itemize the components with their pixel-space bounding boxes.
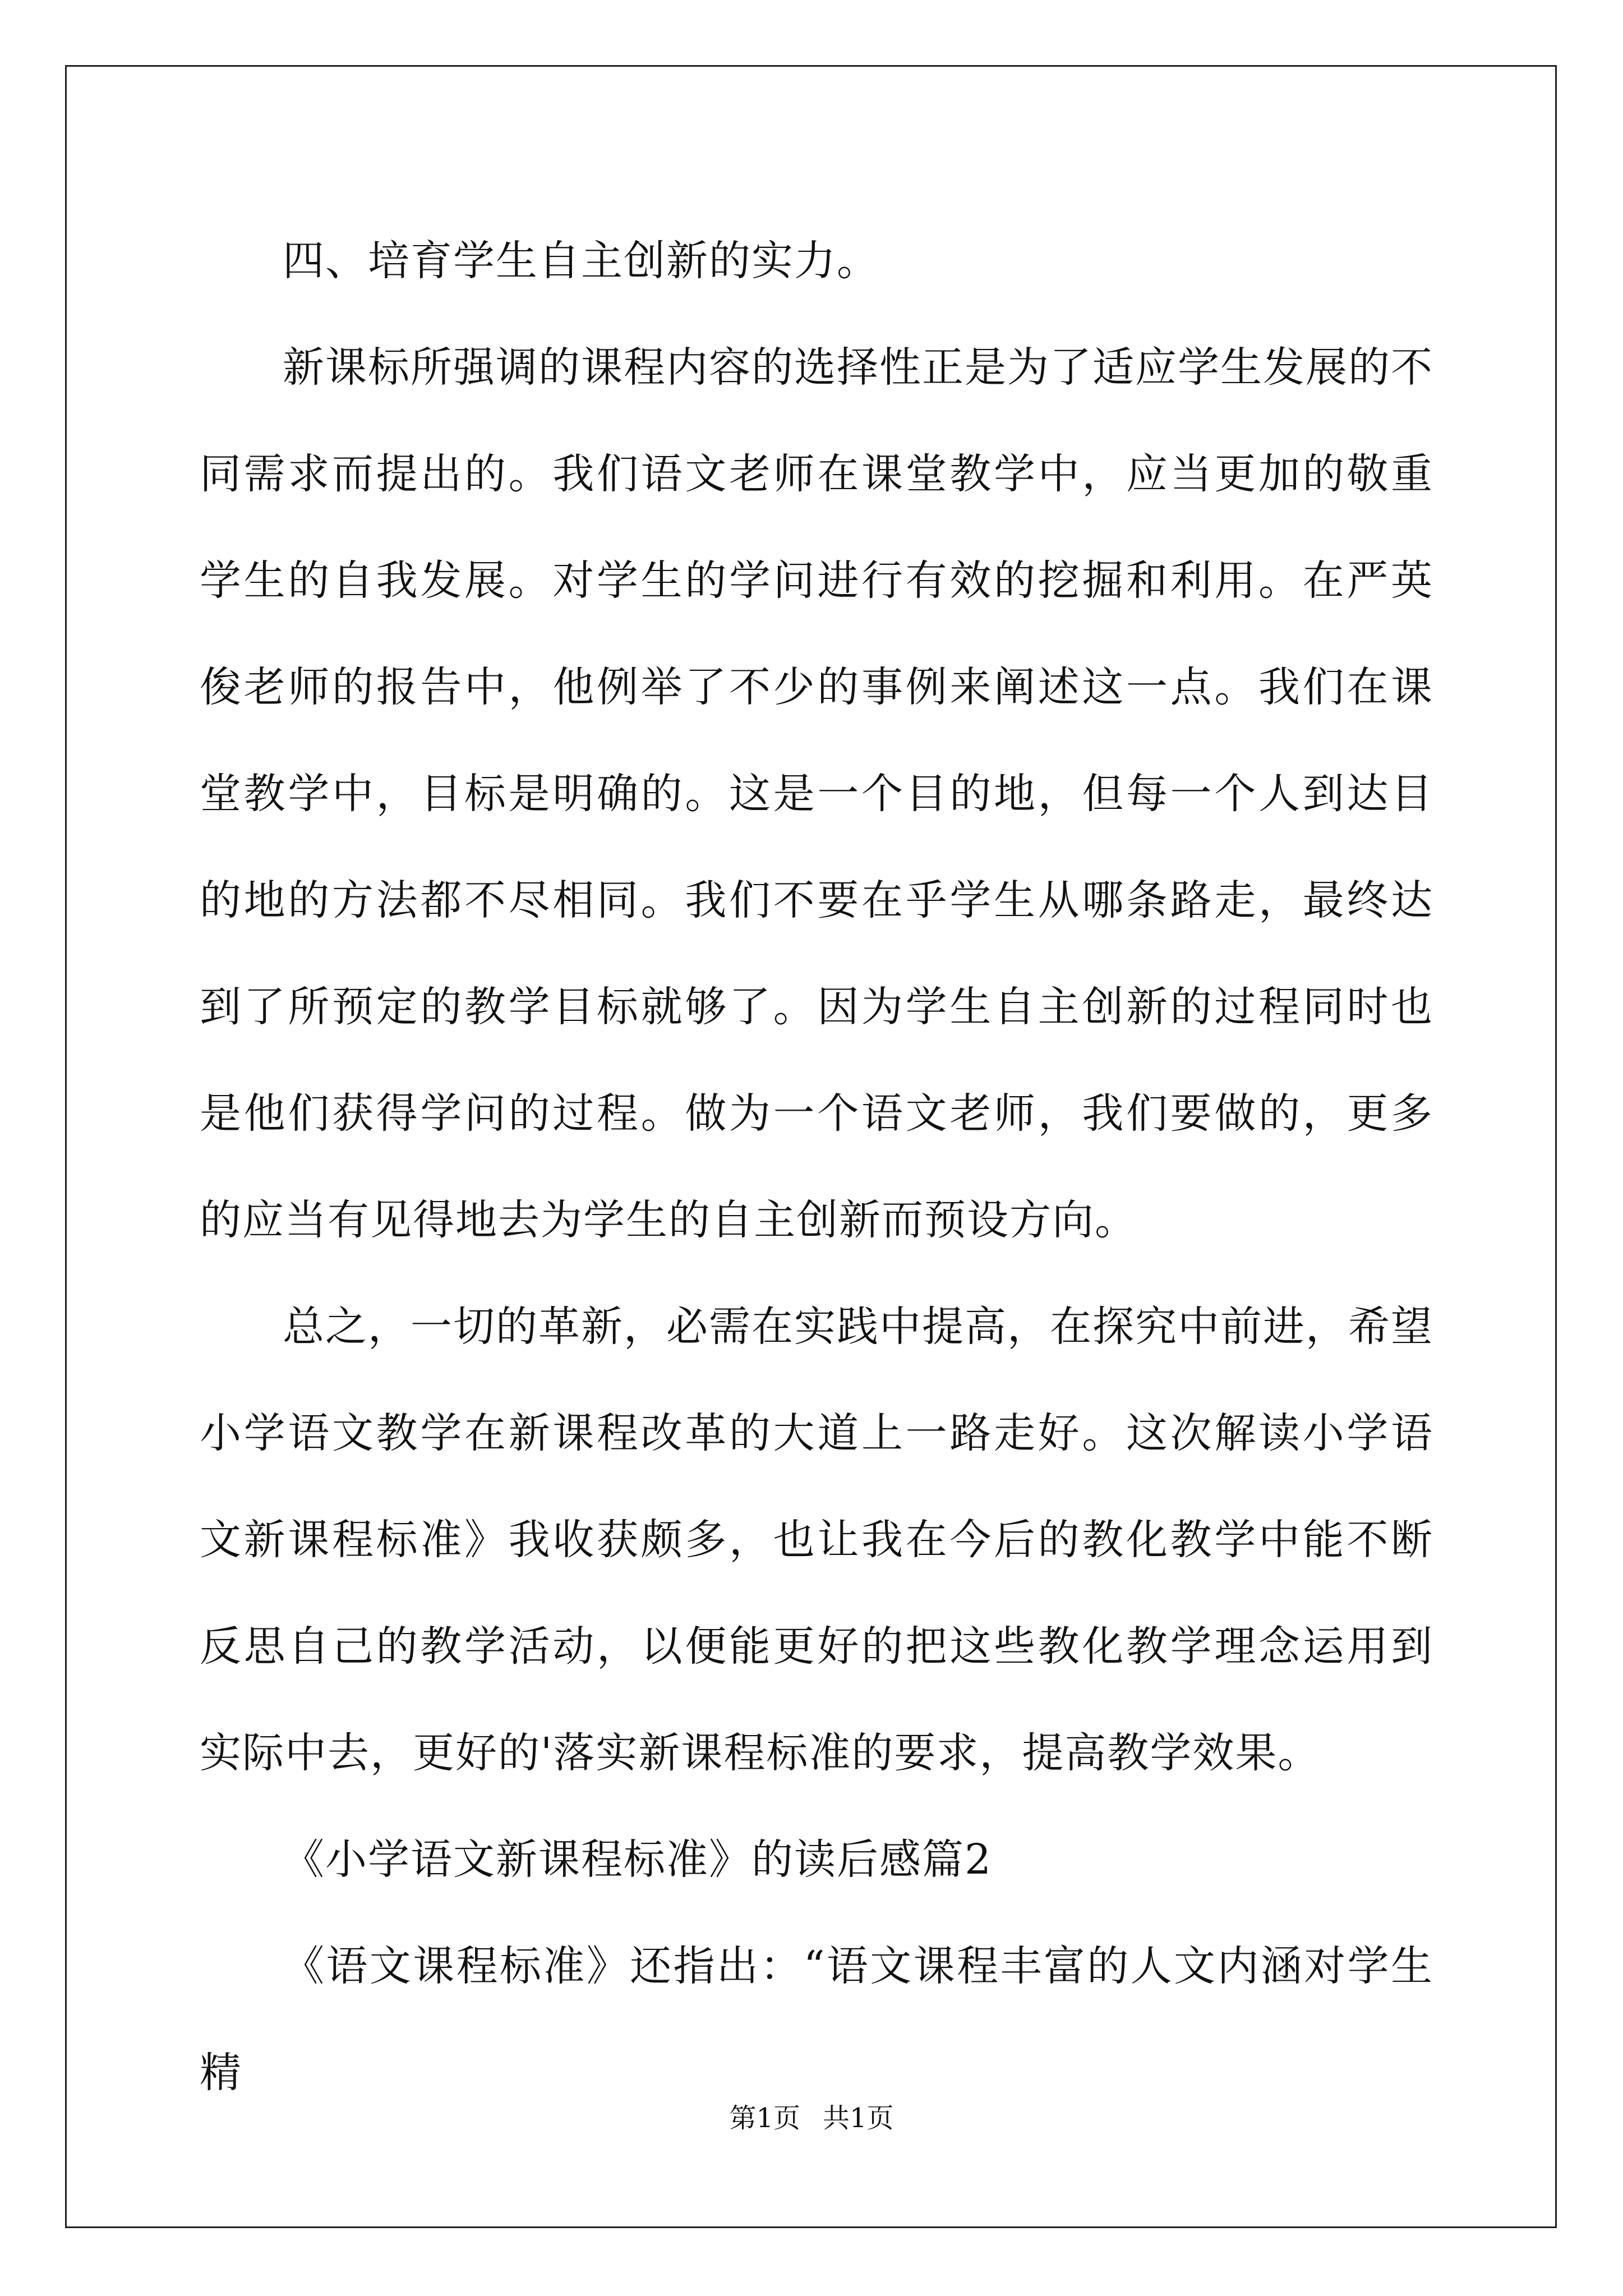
document-body: [200, 208, 1433, 2126]
page-number: 第1页: [729, 2102, 800, 2134]
paragraph-heading-four: 四、培育学生自主创新的实力。: [283, 237, 879, 285]
page-total: 共1页: [823, 2102, 894, 2134]
paragraph-section-title: 《小学语文新课程标准》的读后感篇2: [283, 1835, 993, 1884]
paragraph-body-2: 总之，一切的革新，必需在实践中提高，在探究中前进，希望小学语文教学在新课程改革的大道上一路走好。这次解读小学语文新课程标准》我收获颇多，也让我在今后的教化教学中能不断反思自己的教学活动，以便能更好的把这些教化教学理念运用到实际中去，更好的'落实新课程标准的要求，提高教学效果。: [200, 1303, 1433, 1777]
paragraph-body-3: 《语文课程标准》还指出：“语文课程丰富的人文内涵对学生精: [200, 1942, 1433, 2097]
page-footer: [0, 2101, 1623, 2135]
paragraph-body-1: 新课标所强调的课程内容的选择性正是为了适应学生发展的不同需求而提出的。我们语文老师在课堂教学中，应当更加的敬重学生的自我发展。对学生的学问进行有效的挖掘和利用。在严英俊老师的报告中，他例举了不少的事例来阐述这一点。我们在课堂教学中，目标是明确的。这是一个目的地，但每一个人到达目的地的方法都不尽相同。我们不要在乎学生从哪条路走，最终达到了所预定的教学目标就够了。因为学生自主创新的过程同时也是他们获得学问的过程。做为一个语文老师，我们要做的，更多的应当有见得地去为学生的自主创新而预设方向。: [200, 343, 1433, 1244]
